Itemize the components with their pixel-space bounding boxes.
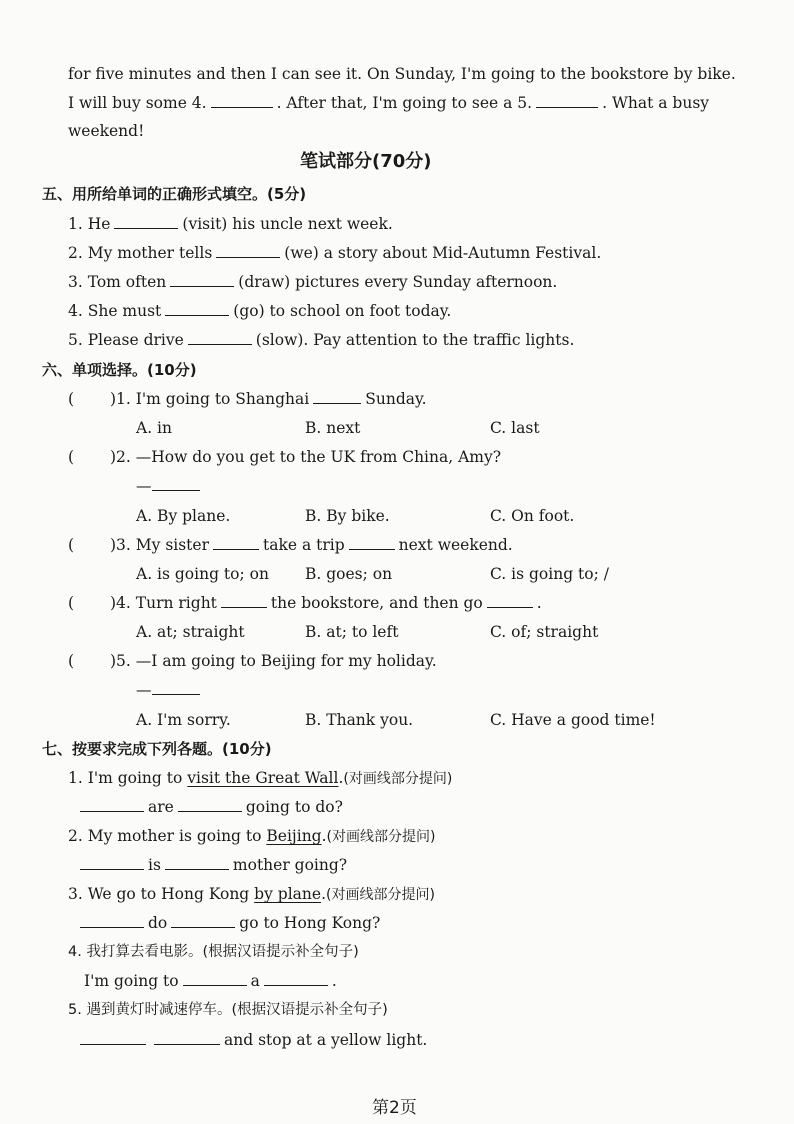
answer-blank[interactable] xyxy=(80,1030,146,1045)
option-b[interactable]: B. Thank you. xyxy=(305,711,414,729)
answer-blank[interactable] xyxy=(170,272,234,287)
section-7-header: 七、按要求完成下列各题。(10分) xyxy=(42,740,272,758)
option-b[interactable]: B. at; to left xyxy=(305,623,399,641)
answer-blank[interactable] xyxy=(264,971,328,986)
answer-paren[interactable]: ( xyxy=(68,652,75,670)
passage-text: weekend! xyxy=(68,122,145,140)
answer-blank[interactable] xyxy=(216,243,280,258)
answer-blank[interactable] xyxy=(80,855,144,870)
s5-question-5: 5. Please drive (slow). Pay attention to the traffic lights. xyxy=(68,331,575,349)
answer-blank[interactable] xyxy=(114,214,178,229)
passage-text: . After that, I'm going to see a 5. xyxy=(276,94,533,112)
written-part-title: 笔试部分(70分) xyxy=(300,151,432,172)
s7-answer-4: I'm going to a . xyxy=(84,972,337,990)
option-a[interactable]: A. in xyxy=(136,419,172,437)
option-c[interactable]: C. On foot. xyxy=(490,507,575,525)
answer-blank[interactable] xyxy=(165,301,229,316)
answer-blank[interactable] xyxy=(213,535,259,550)
underlined-phrase: visit the Great Wall xyxy=(187,769,339,787)
option-c[interactable]: C. of; straight xyxy=(490,623,599,641)
answer-blank[interactable] xyxy=(178,797,242,812)
option-b[interactable]: B. next xyxy=(305,419,361,437)
passage-text: for five minutes and then I can see it. On Sunday, I'm going to the bookstore by bike. xyxy=(68,65,736,83)
option-c[interactable]: C. last xyxy=(490,419,540,437)
answer-blank[interactable] xyxy=(183,971,247,986)
answer-blank[interactable] xyxy=(80,913,144,928)
answer-blank[interactable] xyxy=(188,330,252,345)
s5-question-3: 3. Tom often (draw) pictures every Sunday afternoon. xyxy=(68,273,558,291)
answer-paren[interactable]: ( xyxy=(68,390,75,408)
passage-text: I will buy some 4. xyxy=(68,94,207,112)
blank-5[interactable] xyxy=(536,93,598,108)
option-c[interactable]: C. Have a good time! xyxy=(490,711,656,729)
answer-blank[interactable] xyxy=(154,1030,220,1045)
s7-answer-5: and stop at a yellow light. xyxy=(80,1030,427,1050)
answer-blank[interactable] xyxy=(487,593,533,608)
s7-question-4: 4. 我打算去看电影。(根据汉语提示补全句子) xyxy=(68,944,359,960)
answer-blank[interactable] xyxy=(165,855,229,870)
s5-question-4: 4. She must (go) to school on foot today. xyxy=(68,302,452,320)
s5-question-2: 2. My mother tells (we) a story about Mid-Autumn Festival. xyxy=(68,244,602,262)
s6-question-1: )1. I'm going to Shanghai Sunday. xyxy=(110,390,427,408)
passage-line-3 xyxy=(68,121,144,141)
option-a[interactable]: A. at; straight xyxy=(136,623,245,641)
underlined-phrase: Beijing xyxy=(266,827,322,845)
answer-blank[interactable] xyxy=(171,913,235,928)
answer-paren[interactable]: ( xyxy=(68,536,75,554)
blank-4[interactable] xyxy=(211,93,273,108)
answer-paren[interactable]: ( xyxy=(68,448,75,466)
option-b[interactable]: B. By bike. xyxy=(305,507,390,525)
passage-text: . What a busy xyxy=(602,94,710,112)
option-a[interactable]: A. By plane. xyxy=(136,507,231,525)
s7-question-2: 2. My mother is going to Beijing.(对画线部分提问) xyxy=(68,827,436,845)
passage-line-2 xyxy=(68,93,709,113)
s5-question-1: 1. He (visit) his uncle next week. xyxy=(68,215,393,233)
option-a[interactable]: A. is going to; on xyxy=(136,565,269,583)
s6-question-5-reply: — xyxy=(136,680,204,700)
option-b[interactable]: B. goes; on xyxy=(305,565,393,583)
answer-blank[interactable] xyxy=(152,476,200,491)
section-5-header: 五、用所给单词的正确形式填空。(5分) xyxy=(42,185,307,203)
s7-answer-1: are going to do? xyxy=(80,797,343,817)
s6-question-5: )5. —I am going to Beijing for my holiday. xyxy=(110,652,437,670)
s6-question-3: )3. My sister take a trip next weekend. xyxy=(110,536,513,554)
answer-paren[interactable]: ( xyxy=(68,594,75,612)
s6-question-2-reply: — xyxy=(136,476,204,496)
s6-question-4: )4. Turn right the bookstore, and then go . xyxy=(110,594,542,612)
answer-blank[interactable] xyxy=(349,535,395,550)
answer-blank[interactable] xyxy=(313,389,361,404)
s6-question-2: )2. —How do you get to the UK from China, Amy? xyxy=(110,448,502,466)
s7-question-1: 1. I'm going to visit the Great Wall.(对画线部分提问) xyxy=(68,769,453,787)
s7-answer-3: do go to Hong Kong? xyxy=(80,913,380,933)
answer-blank[interactable] xyxy=(152,680,200,695)
section-6-header: 六、单项选择。(10分) xyxy=(42,361,197,379)
passage-line-1 xyxy=(68,64,736,84)
answer-blank[interactable] xyxy=(221,593,267,608)
underlined-phrase: by plane xyxy=(254,885,322,903)
s7-question-3: 3. We go to Hong Kong by plane.(对画线部分提问) xyxy=(68,885,435,903)
s7-question-5: 5. 遇到黄灯时减速停车。(根据汉语提示补全句子) xyxy=(68,1002,388,1018)
s7-answer-2: is mother going? xyxy=(80,855,347,875)
option-a[interactable]: A. I'm sorry. xyxy=(136,711,231,729)
answer-blank[interactable] xyxy=(80,797,144,812)
page-number: 第2页 xyxy=(372,1098,417,1118)
option-c[interactable]: C. is going to; / xyxy=(490,565,609,583)
